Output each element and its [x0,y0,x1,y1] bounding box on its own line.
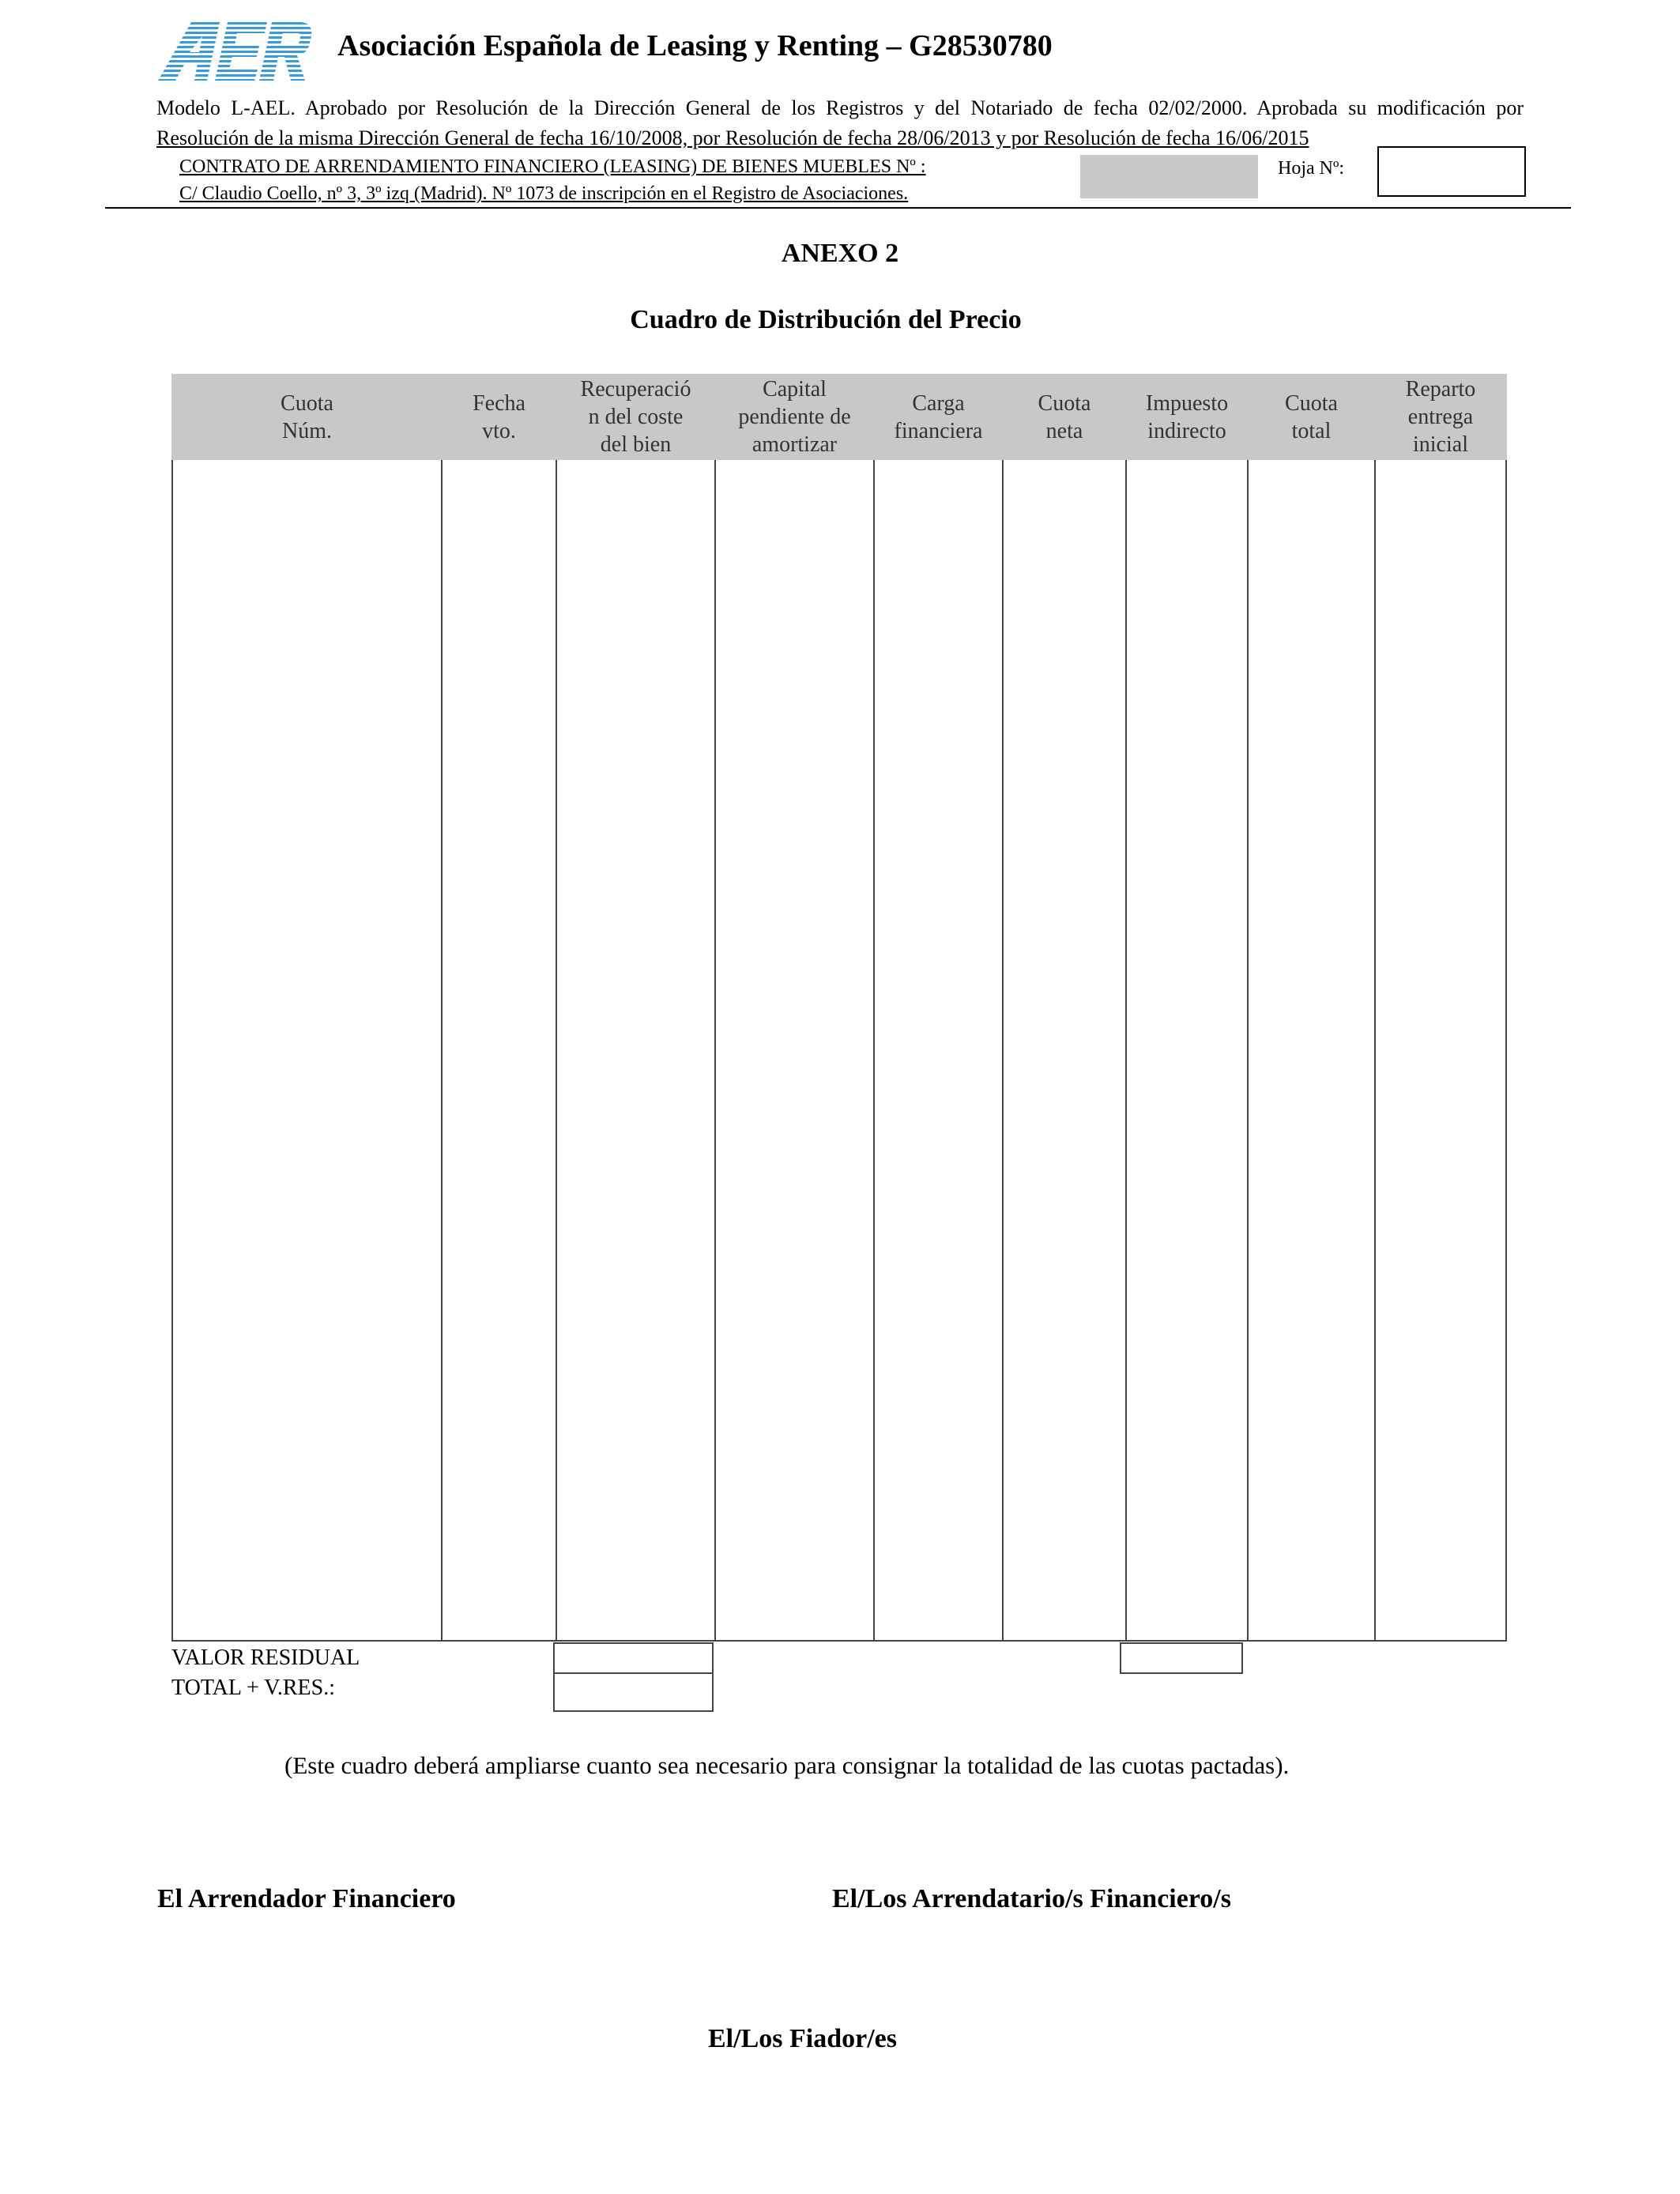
column-header-cuota-total: Cuota total [1248,375,1375,459]
table-cell[interactable] [1126,459,1248,1641]
address-line: C/ Claudio Coello, nº 3, 3º izq (Madrid). Nº 1073 de inscripción en el Registro de Asociaciones. [179,183,909,204]
contract-title: CONTRATO DE ARRENDAMIENTO FINANCIERO (LEASING) DE BIENES MUEBLES Nº : [179,156,926,177]
price-distribution-table [171,374,1505,1642]
table-cell[interactable] [715,459,874,1641]
table-cell[interactable] [1003,459,1126,1641]
total-residual-cost-cell[interactable] [553,1672,714,1712]
total-residual-label: TOTAL + V.RES.: [171,1676,335,1700]
column-header-cuota-neta: Cuota neta [1003,375,1126,459]
header-divider [105,207,1571,209]
signature-guarantor: El/Los Fiador/es [708,2024,897,2053]
table-title: Cuadro de Distribución del Precio [630,305,1022,334]
residual-value-cost-cell[interactable] [553,1642,714,1674]
organization-title: Asociación Española de Leasing y Renting – G28530780 [337,29,1053,62]
column-header-impuesto-indirecto: Impuesto indirecto [1126,375,1248,459]
column-header-capital-pendiente: Capital pendiente de amortizar [715,375,874,459]
sheet-number-field[interactable] [1377,146,1526,197]
table-note: (Este cuadro deberá ampliarse cuanto sea necesario para consignar la totalidad de las cuotas pactadas). [284,1751,1290,1779]
sheet-number-label: Hoja Nº: [1278,158,1345,179]
table-cell[interactable] [1248,459,1375,1641]
table-cell[interactable] [874,459,1003,1641]
model-approval-text: Modelo L-AEL. Aprobado por Resolución de la Dirección General de los Registros y del Notariado de fecha 02/02/2000. Aprobada su modificación por [156,96,1524,119]
contract-number-field[interactable] [1080,155,1258,198]
residual-value-tax-cell[interactable] [1120,1642,1243,1674]
ael-logo [158,22,312,81]
signature-lessor: El Arrendador Financiero [157,1884,456,1913]
table-cell[interactable] [172,459,442,1641]
table-cell[interactable] [442,459,556,1641]
table-cell[interactable] [1375,459,1506,1641]
signature-lessee: El/Los Arrendatario/s Financiero/s [832,1884,1231,1913]
column-header-fecha-vto: Fecha vto. [442,375,556,459]
column-header-cuota-num: Cuota Núm. [172,375,442,459]
model-approval-text-2: Resolución de la misma Dirección General de fecha 16/10/2008, por Resolución de fecha 28/06/2013 y por Resolución de fecha 16/06/2015 [156,126,1309,149]
residual-value-label: VALOR RESIDUAL [171,1646,360,1670]
table-row [172,459,1506,1641]
annex-title: ANEXO 2 [781,239,899,268]
column-header-recuperacion: Recuperació n del coste del bien [556,375,715,459]
column-header-reparto-entrega: Reparto entrega inicial [1375,375,1506,459]
table-cell[interactable] [556,459,715,1641]
column-header-carga-financiera: Carga financiera [874,375,1003,459]
